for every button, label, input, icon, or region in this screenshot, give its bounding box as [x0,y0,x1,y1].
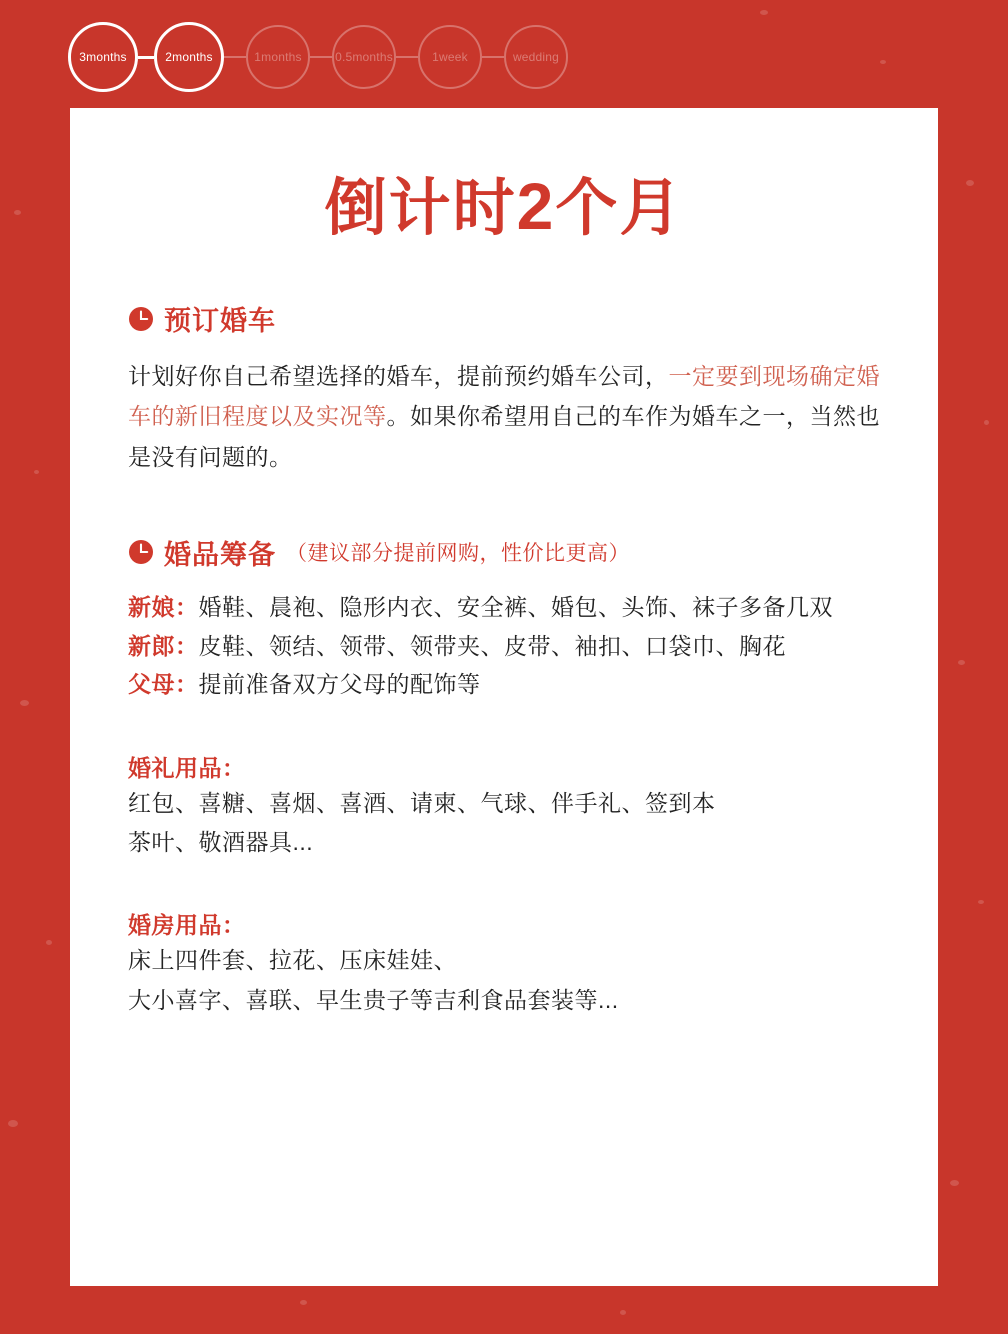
block-title: 婚房用品： [128,912,246,939]
page-title-number: 2 [516,169,556,243]
background-speckle [14,210,21,215]
timeline-node-1months[interactable] [246,25,310,89]
list-item [128,588,880,627]
timeline-node-1week[interactable] [418,25,482,89]
page-title-suffix: 个月 [555,174,684,243]
timeline-node-wedding[interactable] [504,25,568,89]
list-item [128,627,880,666]
clock-icon [128,539,154,565]
block-title: 婚礼用品： [128,754,246,781]
timeline-connector [482,56,504,58]
background-speckle [978,900,984,904]
block-line: 茶叶、敬酒器具... [128,829,314,856]
role-label: 父母： [128,671,199,698]
timeline-node-label: 1week [432,49,468,64]
section-header [128,299,880,338]
content-card [70,108,938,1286]
timeline-node-2months[interactable] [154,22,224,92]
timeline-node-label: 1months [254,49,302,64]
background-speckle [950,1180,959,1186]
background-speckle [984,420,989,425]
clock-icon [128,306,154,332]
background-speckle [966,180,974,186]
background-speckle [958,660,965,665]
block-line: 大小喜字、喜联、早生贵子等吉利食品套装等... [128,986,619,1013]
role-items: 皮鞋、领结、领带、领带夹、皮带、袖扣、口袋巾、胸花 [198,632,786,659]
role-label: 新郎： [128,632,199,659]
background-speckle [880,60,886,64]
section-wedding-supplies [128,533,880,1019]
block-line: 红包、喜糖、喜烟、喜酒、请柬、气球、伴手礼、签到本 [128,789,716,816]
section-header [128,533,880,572]
timeline-node-label: wedding [512,49,560,64]
timeline-connector [138,56,154,59]
paragraph-part-1: 计划好你自己希望选择的婚车，提前预约婚车公司， [128,363,669,390]
timeline-node-label: 3months [79,49,127,64]
block-line: 床上四件套、拉花、压床娃娃、 [128,947,457,974]
section-title: 婚品筹备 [164,539,276,570]
page-title-prefix: 倒计时 [324,174,517,243]
section-title: 预订婚车 [164,306,276,337]
background-speckle [760,10,768,15]
timeline-connector [310,56,332,58]
background-speckle [20,700,29,706]
role-items: 提前准备双方父母的配饰等 [198,671,481,698]
section-book-wedding-car [128,299,880,477]
timeline-node-05months[interactable] [332,25,396,89]
background-speckle [300,1300,307,1305]
background-speckle [620,1310,626,1315]
section-note: （建议部分提前网购，性价比更高） [286,542,630,566]
background-speckle [34,470,39,474]
block-bridal-room-supplies [128,907,880,1019]
timeline-connector [224,56,246,58]
timeline-node-3months[interactable] [68,22,138,92]
timeline-node-label: 0.5months [335,49,393,64]
block-ceremony-supplies [128,750,880,862]
timeline-node-label: 2months [165,49,213,64]
paragraph-part-2: 。如果你希望用自己的车作为婚车之一，当然也是没有问题的。 [128,403,880,470]
background-speckle [46,940,52,945]
supplies-role-list [128,588,880,704]
role-items: 婚鞋、晨袍、隐形内衣、安全裤、婚包、头饰、袜子多备几双 [198,593,833,620]
list-item [128,665,880,704]
timeline-connector [396,56,418,58]
background-speckle [8,1120,18,1127]
role-label: 新娘： [128,593,199,620]
page-title [128,170,880,243]
section-paragraph [128,356,880,477]
paragraph-highlight: 一定要到现场确定婚车的新旧程度以及实况等 [128,363,880,430]
progress-timeline [68,18,668,96]
